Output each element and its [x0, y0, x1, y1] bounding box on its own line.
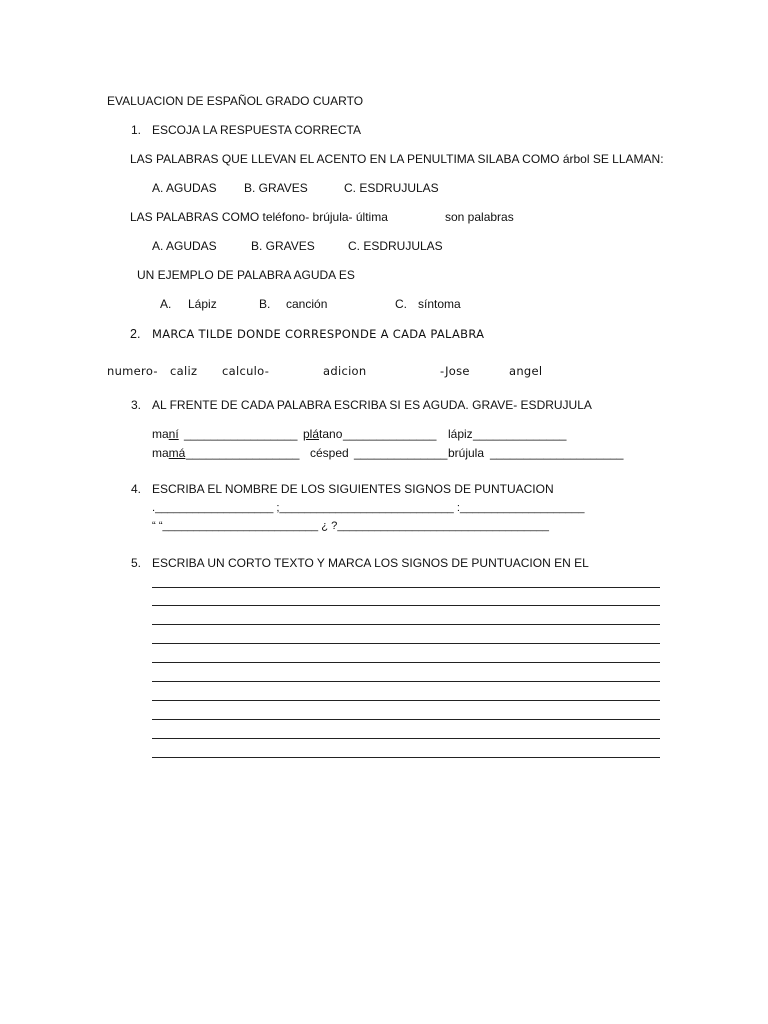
q1-item1-option-b[interactable]: B. GRAVES	[244, 181, 308, 195]
q2-word[interactable]: angel	[509, 364, 543, 378]
q1-item2-prompt: LAS PALABRAS COMO teléfono- brújula- última	[130, 210, 388, 224]
q5-writing-line[interactable]	[152, 681, 660, 682]
q4-heading: ESCRIBA EL NOMBRE DE LOS SIGUIENTES SIGNOS DE PUNTUACION	[152, 482, 554, 496]
q3-row1-blank1[interactable]: _________________	[184, 427, 298, 441]
q3-row1-word2: plátano	[303, 427, 343, 441]
q1-item1-prompt: LAS PALABRAS QUE LLEVAN EL ACENTO EN LA PENULTIMA SILABA COMO árbol SE LLAMAN:	[130, 152, 664, 166]
q3-row1-blank3[interactable]: ______________	[473, 427, 567, 441]
q1-item3-option-c[interactable]: síntoma	[418, 297, 461, 311]
q2-word[interactable]: adicion	[323, 364, 367, 378]
q3-row2-word2: césped	[310, 446, 349, 460]
q2-word[interactable]: calculo-	[222, 364, 270, 378]
q2-word[interactable]: -Jose	[440, 364, 470, 378]
q1-heading: ESCOJA LA RESPUESTA CORRECTA	[152, 123, 361, 137]
q4-answer-line-1[interactable]: .___________________ ;____________________________ :____________________	[152, 502, 585, 514]
q2-word[interactable]: numero-	[107, 364, 158, 378]
q2-word[interactable]: caliz	[170, 364, 198, 378]
q1-number: 1.	[131, 123, 142, 137]
q5-writing-line[interactable]	[152, 700, 660, 701]
q1-item1-option-c[interactable]: C. ESDRUJULAS	[344, 181, 439, 195]
q1-item3-prompt: UN EJEMPLO DE PALABRA AGUDA ES	[137, 268, 355, 282]
q5-writing-line[interactable]	[152, 587, 660, 588]
q1-item3-letter-b: B.	[259, 297, 271, 311]
q2-heading: MARCA TILDE DONDE CORRESPONDE A CADA PALABRA	[152, 327, 485, 341]
q3-row1-word3: lápiz	[448, 427, 473, 441]
q1-item3-letter-a: A.	[160, 297, 172, 311]
page-title: EVALUACION DE ESPAÑOL GRADO CUARTO	[107, 94, 364, 108]
q1-item3-letter-c: C.	[395, 297, 407, 311]
q5-writing-line[interactable]	[152, 719, 660, 720]
q5-number: 5.	[131, 556, 142, 570]
q5-writing-line[interactable]	[152, 738, 660, 739]
q4-number: 4.	[131, 482, 142, 496]
q3-heading: AL FRENTE DE CADA PALABRA ESCRIBA SI ES AGUDA. GRAVE- ESDRUJULA	[152, 398, 592, 412]
q1-item2-option-b[interactable]: B. GRAVES	[251, 239, 315, 253]
q5-writing-line[interactable]	[152, 643, 660, 644]
q3-row2-blank1[interactable]: _________________	[186, 446, 300, 460]
q3-row1-blank2[interactable]: ______________	[343, 427, 437, 441]
q1-item3-option-a[interactable]: Lápiz	[188, 297, 217, 311]
q3-row2-blank3[interactable]: ____________________	[490, 446, 624, 460]
q4-answer-line-2[interactable]: “ “_________________________ ¿ ?__________________________________	[152, 520, 549, 532]
q3-row2-word3: brújula	[448, 446, 485, 460]
q3-row2-word1: mamá	[152, 446, 186, 460]
q1-item2-option-a[interactable]: A. AGUDAS	[152, 239, 217, 253]
q3-number: 3.	[131, 398, 142, 412]
q1-item2-option-c[interactable]: C. ESDRUJULAS	[348, 239, 443, 253]
q1-item1-option-a[interactable]: A. AGUDAS	[152, 181, 217, 195]
q5-heading: ESCRIBA UN CORTO TEXTO Y MARCA LOS SIGNOS DE PUNTUACION EN EL	[152, 556, 589, 570]
q3-row1-word1: maní	[152, 427, 179, 441]
q5-writing-line[interactable]	[152, 624, 660, 625]
q3-row2-blank2[interactable]: ______________	[354, 446, 448, 460]
q1-item3-option-b[interactable]: canción	[286, 297, 328, 311]
q5-writing-line[interactable]	[152, 757, 660, 758]
q5-writing-line[interactable]	[152, 605, 660, 606]
q5-writing-line[interactable]	[152, 662, 660, 663]
q2-number: 2.	[130, 327, 141, 341]
q1-item2-prompt-end: son palabras	[445, 210, 514, 224]
